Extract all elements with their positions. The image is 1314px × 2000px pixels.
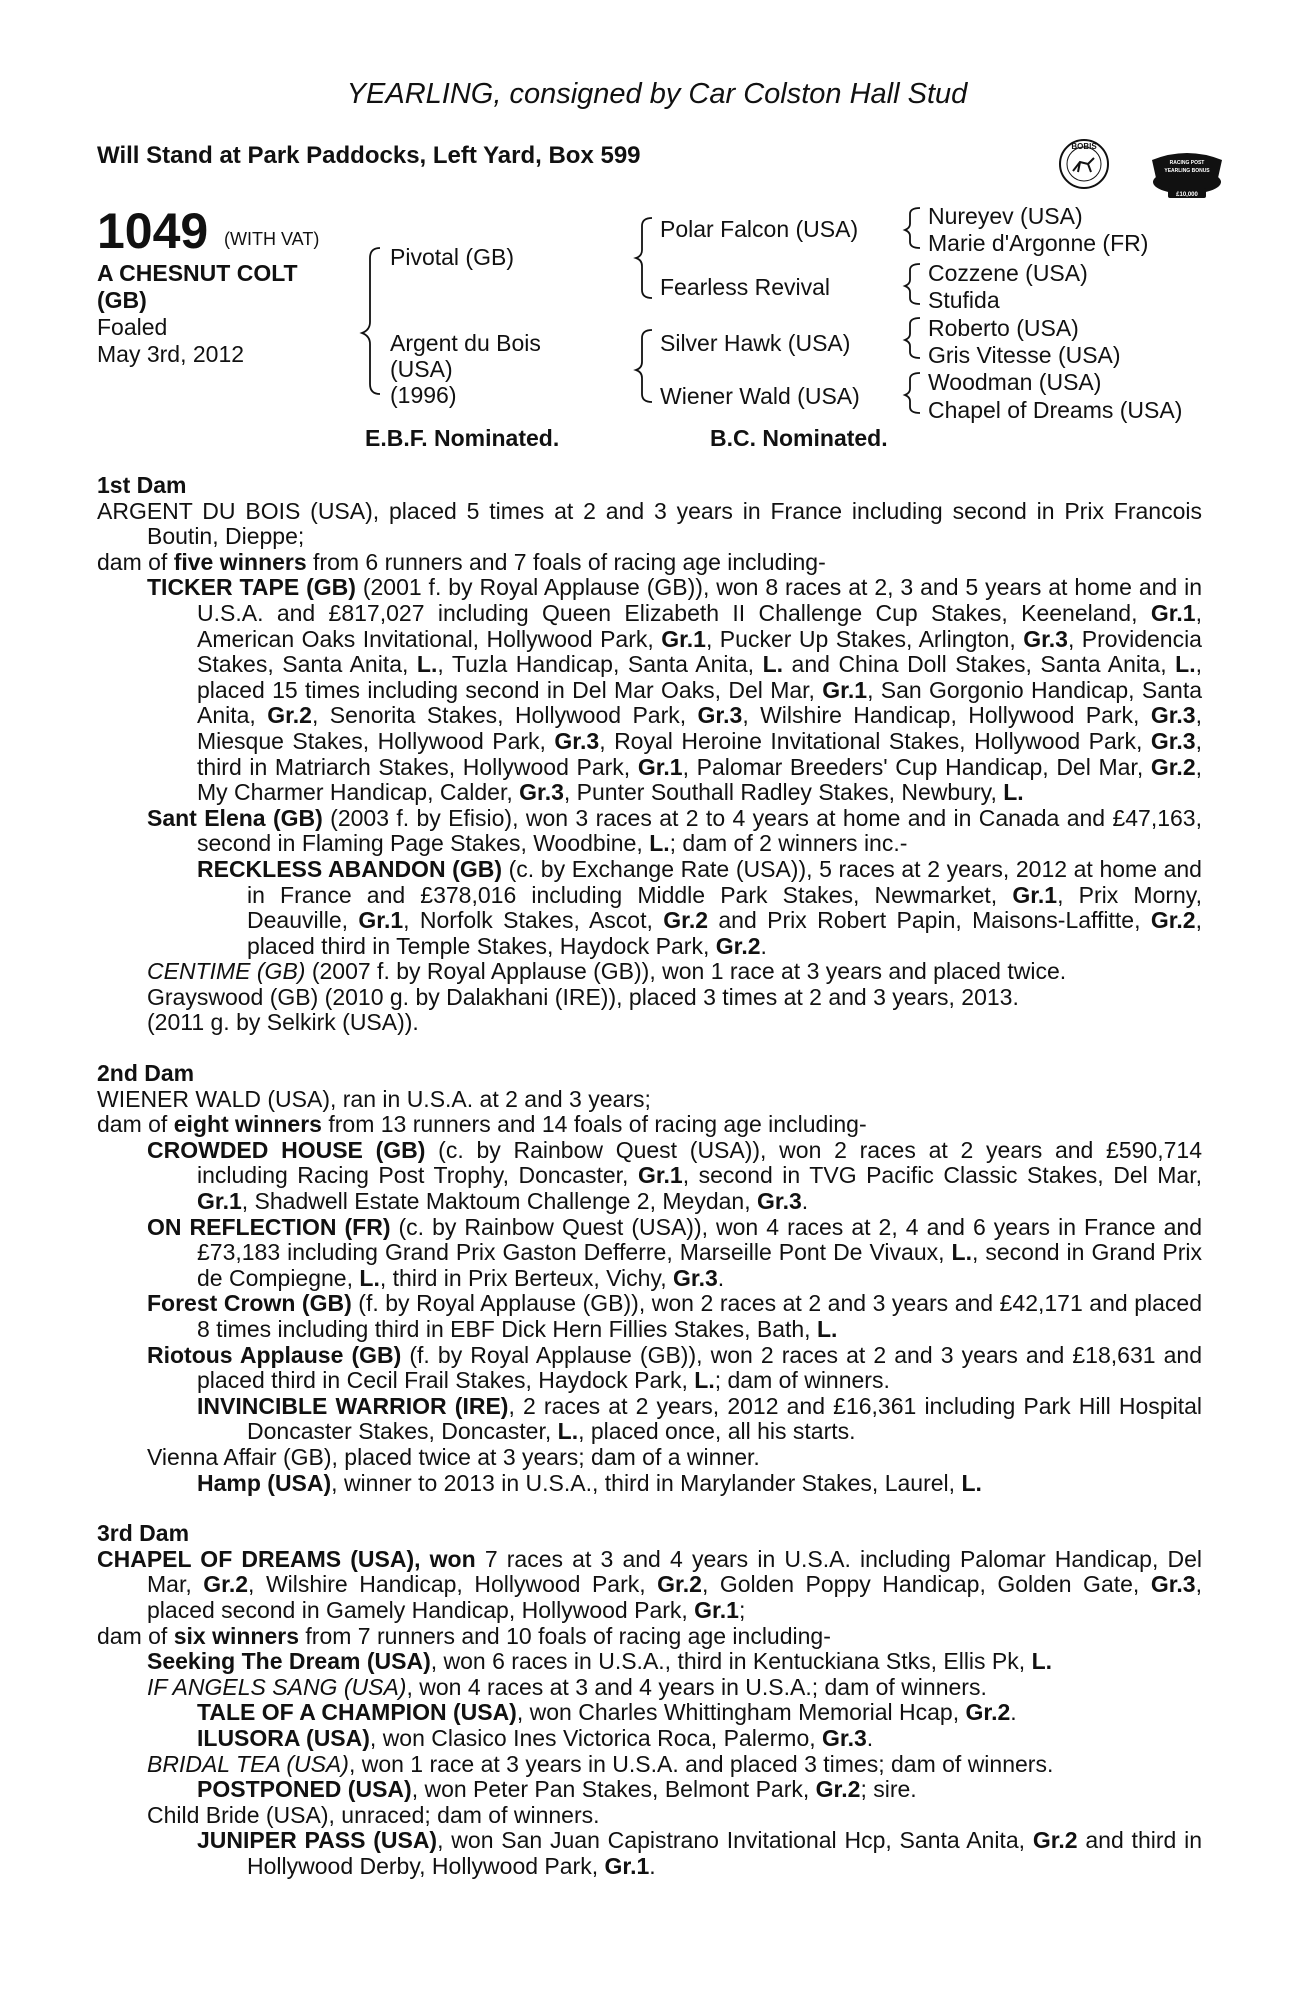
foaled-date: May 3rd, 2012: [97, 341, 245, 367]
dam2-produce-entry: ON REFLECTION (FR) (c. by Rainbow Quest (USA)), won 4 races at 2, 4 and 6 years in France and £73,183 including Grand Prix Gaston Defferre, Marseille Pont De Vivaux, L., second in Grand Prix de Compiegne, L., third in Prix Berteux, Vichy, Gr.3.: [147, 1213, 1203, 1291]
dam3-dam-entry: CHAPEL OF DREAMS (USA), won 7 races at 3 and 4 years in U.S.A. including Palomar Handicap, Del Mar, Gr.2, Wilshire Handicap, Hollywood Park, Gr.2, Golden Poppy Handicap, Golden Gate, Gr.3, placed second in Gamely Handicap, Hollywood Park, Gr.1;: [97, 1545, 1203, 1623]
dam3-grandproduce-entry: TALE OF A CHAMPION (USA), won Charles Whittingham Memorial Hcap, Gr.2.: [197, 1699, 1017, 1726]
dam3-produce-entry: Seeking The Dream (USA), won 6 races in U.S.A., third in Kentuckiana Stks, Ellis Pk, L.: [147, 1648, 1053, 1675]
lot-number: 1049: [97, 203, 209, 259]
dam3-produce-entry: IF ANGELS SANG (USA), won 4 races at 3 and 4 years in U.S.A.; dam of winners.: [147, 1673, 987, 1700]
pedigree-sire: Pivotal (GB): [390, 244, 514, 270]
dam1-produce-entry: (2011 g. by Selkirk (USA)).: [147, 1009, 419, 1036]
dam1-produce-summary: dam of five winners from 6 runners and 7 foals of racing age including-: [97, 548, 826, 575]
dam2-produce-entry: Vienna Affair (GB), placed twice at 3 years; dam of a winner.: [147, 1443, 760, 1470]
stand-location: Will Stand at Park Paddocks, Left Yard, Box 599: [97, 142, 641, 169]
pedigree-dss: Roberto (USA): [928, 315, 1079, 341]
pedigree-ddd: Chapel of Dreams (USA): [928, 397, 1183, 423]
lot-description: A CHESNUT COLT: [97, 260, 298, 286]
dam2-heading: 2nd Dam: [97, 1060, 195, 1087]
lot-description-country: (GB): [97, 287, 147, 313]
dam3-grandproduce-entry: ILUSORA (USA), won Clasico Ines Victorica Roca, Palermo, Gr.3.: [197, 1724, 874, 1751]
dam3-produce-entry: BRIDAL TEA (USA), won 1 race at 3 years in U.S.A. and placed 3 times; dam of winners.: [147, 1750, 1054, 1777]
dam2-grandproduce-entry: Hamp (USA), winner to 2013 in U.S.A., third in Marylander Stakes, Laurel, L.: [197, 1469, 982, 1496]
bc-nominated: B.C. Nominated.: [710, 425, 888, 451]
pedigree-dam: Argent du Bois: [390, 330, 541, 356]
dam2-produce-entry: Riotous Applause (GB) (f. by Royal Applause (GB)), won 2 races at 2 and 3 years and £18,631 and placed third in Cecil Frail Stakes, Haydock Park, L.; dam of winners.: [147, 1341, 1202, 1394]
dam1-produce-entry: CENTIME (GB) (2007 f. by Royal Applause (GB)), won 1 race at 3 years and placed twice.: [147, 958, 1067, 985]
lot-vat: (WITH VAT): [224, 229, 320, 249]
dam1-produce-entry: Grayswood (GB) (2010 g. by Dalakhani (IRE)), placed 3 times at 2 and 3 years, 2013.: [147, 983, 1019, 1010]
dam3-produce-entry: Child Bride (USA), unraced; dam of winners.: [147, 1801, 600, 1828]
foaled-label: Foaled: [97, 314, 168, 340]
pedigree-dds: Woodman (USA): [928, 369, 1102, 395]
pedigree-dsd: Gris Vitesse (USA): [928, 342, 1121, 368]
dam3-heading: 3rd Dam: [97, 1520, 190, 1547]
dam1-produce-entry: TICKER TAPE (GB) (2001 f. by Royal Applause (GB)), won 8 races at 2, 3 and 5 years at home and in U.S.A. and £817,027 including Queen Elizabeth II Challenge Cup Stakes, Keeneland, Gr.1, American Oaks Invitational, Hollywood Park, Gr.1, Pucker Up Stakes, Arlington, Gr.3, Providencia Stakes, Santa Anita, L., Tuzla Handicap, Santa Anita, L. and China Doll Stakes, Santa Anita, L., placed 15 times including second in Del Mar Oaks, Del Mar, Gr.1, San Gorgonio Handicap, Santa Anita, Gr.2, Senorita Stakes, Hollywood Park, Gr.3, Wilshire Handicap, Hollywood Park, Gr.3, Miesque Stakes, Hollywood Park, Gr.3, Royal Heroine Invitational Stakes, Hollywood Park, Gr.3, third in Matriarch Stakes, Hollywood Park, Gr.1, Palomar Breeders' Cup Handicap, Del Mar, Gr.2, My Charmer Handicap, Calder, Gr.3, Punter Southall Radley Stakes, Newbury, L.: [147, 574, 1203, 806]
pedigree-ssd: Marie d'Argonne (FR): [928, 230, 1149, 256]
ebf-nominated: E.B.F. Nominated.: [365, 425, 560, 451]
dam1-dam-entry: ARGENT DU BOIS (USA), placed 5 times at 2 and 3 years in France including second in Prix Francois Boutin, Dieppe;: [97, 497, 1202, 550]
svg-text:RACING POST: RACING POST: [1169, 160, 1205, 166]
pedigree-dam-year: (1996): [390, 382, 457, 408]
dam2-dam-entry: WIENER WALD (USA), ran in U.S.A. at 2 and 3 years;: [97, 1085, 651, 1112]
pedigree-sds: Cozzene (USA): [928, 260, 1088, 286]
dam3-grandproduce-entry: JUNIPER PASS (USA), won San Juan Capistrano Invitational Hcp, Santa Anita, Gr.2 and third in Hollywood Derby, Hollywood Park, Gr.1.: [197, 1827, 1202, 1879]
dam2-grandproduce-entry: INVINCIBLE WARRIOR (IRE), 2 races at 2 years, 2012 and £16,361 including Park Hill Hospital Doncaster Stakes, Doncaster, L., placed once, all his starts.: [197, 1392, 1202, 1445]
pedigree-sss: Nureyev (USA): [928, 203, 1083, 229]
pedigree-dam-dam: Wiener Wald (USA): [660, 383, 860, 409]
pedigree-dam-sire: Silver Hawk (USA): [660, 330, 851, 356]
svg-text:YEARLING BONUS: YEARLING BONUS: [1164, 168, 1210, 174]
dam2-produce-entry: Forest Crown (GB) (f. by Royal Applause (GB)), won 2 races at 2 and 3 years and £42,171 and placed 8 times including third in EBF Dick Hern Fillies Stakes, Bath, L.: [147, 1290, 1202, 1342]
pedigree-dam-country: (USA): [390, 356, 453, 382]
dam1-grandproduce-entry: RECKLESS ABANDON (GB) (c. by Exchange Rate (USA)), 5 races at 2 years, 2012 at home and in France and £378,016 including Middle Park Stakes, Newmarket, Gr.1, Prix Morny, Deauville, Gr.1, Norfolk Stakes, Ascot, Gr.2 and Prix Robert Papin, Maisons-Laffitte, Gr.2, placed third in Temple Stakes, Haydock Park, Gr.2.: [197, 855, 1202, 959]
page-title: YEARLING, consigned by Car Colston Hall Stud: [346, 78, 968, 110]
dam1-heading: 1st Dam: [97, 472, 187, 498]
pedigree-sdd: Stufida: [928, 287, 1000, 313]
catalogue-body: [97, 473, 1202, 1879]
dam1-produce-entry: Sant Elena (GB) (2003 f. by Efisio), won 3 races at 2 to 4 years at home and in Canada and £47,163, second in Flaming Page Stakes, Woodbine, L.; dam of 2 winners inc.-: [147, 804, 1202, 857]
dam2-produce-entry: CROWDED HOUSE (GB) (c. by Rainbow Quest (USA)), won 2 races at 2 years and £590,714 including Racing Post Trophy, Doncaster, Gr.1, second in TVG Pacific Classic Stakes, Del Mar, Gr.1, Shadwell Estate Maktoum Challenge 2, Meydan, Gr.3.: [147, 1136, 1202, 1215]
bobis-text: BOBIS: [1071, 142, 1097, 151]
dam3-produce-summary: dam of six winners from 7 runners and 10 foals of racing age including-: [97, 1622, 831, 1649]
pedigree-sire-sire: Polar Falcon (USA): [660, 216, 859, 242]
dam2-produce-summary: dam of eight winners from 13 runners and 14 foals of racing age including-: [97, 1111, 867, 1138]
pedigree-sire-dam: Fearless Revival: [660, 274, 830, 300]
svg-text:£10,000: £10,000: [1176, 192, 1198, 198]
dam3-grandproduce-entry: POSTPONED (USA), won Peter Pan Stakes, Belmont Park, Gr.2; sire.: [197, 1776, 917, 1803]
